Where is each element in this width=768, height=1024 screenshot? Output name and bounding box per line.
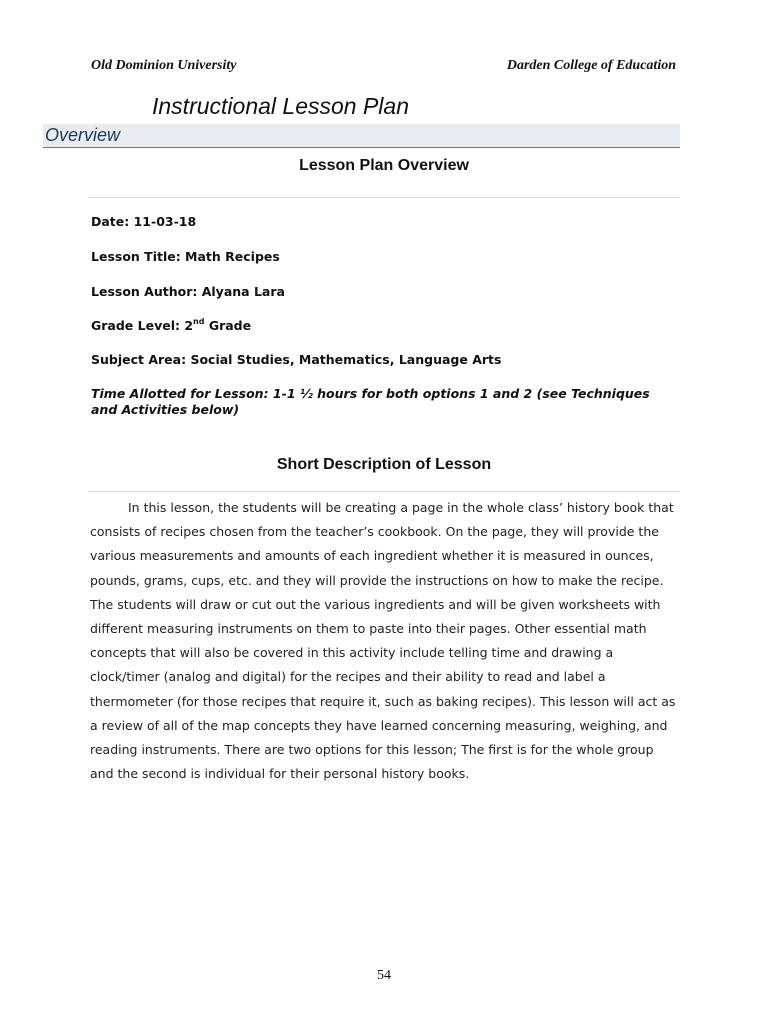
description-line: and the second is individual for their personal history books.	[90, 766, 470, 782]
overview-divider	[88, 197, 680, 198]
university-name: Old Dominion University	[91, 58, 237, 73]
grade-level-field	[91, 318, 251, 333]
lesson-author-field: Lesson Author: Alyana Lara	[91, 284, 285, 299]
description-line: clock/timer (analog and digital) for the recipes and their ability to read and label a	[90, 669, 606, 685]
time-allotted-field: Time Allotted for Lesson: 1-1 ½ hours for both options 1 and 2 (see Techniques and Activities below)	[91, 386, 650, 417]
description-line: concepts that will also be covered in this activity include telling time and drawing a	[90, 645, 614, 661]
description-body	[90, 496, 676, 786]
overview-heading: Lesson Plan Overview	[299, 157, 469, 174]
description-line: different measuring instruments on them to paste into their pages. Other essential math	[90, 621, 647, 637]
description-line: a review of all of the map concepts they have learned concerning measuring, weighing, and	[90, 717, 668, 733]
section-label: Overview	[45, 125, 121, 145]
section-bar	[43, 124, 680, 148]
description-line: thermometer (for those recipes that require it, such as baking recipes). This lesson will act as	[90, 693, 676, 709]
description-line: consists of recipes chosen from the teacher’s cookbook. On the page, they will provide the	[90, 524, 659, 540]
document-title: Instructional Lesson Plan	[152, 93, 409, 119]
subject-area-field: Subject Area: Social Studies, Mathematics, Language Arts	[91, 352, 502, 367]
description-line: In this lesson, the students will be creating a page in the whole class’ history book that	[128, 500, 674, 515]
date-field: Date: 11-03-18	[91, 214, 197, 229]
description-line: reading instruments. There are two options for this lesson; The first is for the whole group	[90, 742, 654, 758]
description-divider	[88, 491, 680, 492]
college-name: Darden College of Education	[506, 58, 676, 73]
lesson-title-field: Lesson Title: Math Recipes	[91, 249, 280, 264]
description-heading: Short Description of Lesson	[276, 456, 492, 473]
grade-level-ordinal: nd	[193, 317, 205, 326]
description-line: various measurements and amounts of each ingredient whether it is measured in ounces,	[90, 548, 654, 564]
description-line: The students will draw or cut out the various ingredients and will be given worksheets with	[90, 596, 661, 612]
grade-level-suffix: Grade	[204, 318, 252, 333]
page-number: 54	[377, 968, 391, 983]
description-line: pounds, grams, cups, etc. and they will provide the instructions on how to make the recipe.	[90, 572, 664, 588]
grade-level-prefix: Grade Level: 2	[91, 318, 194, 333]
